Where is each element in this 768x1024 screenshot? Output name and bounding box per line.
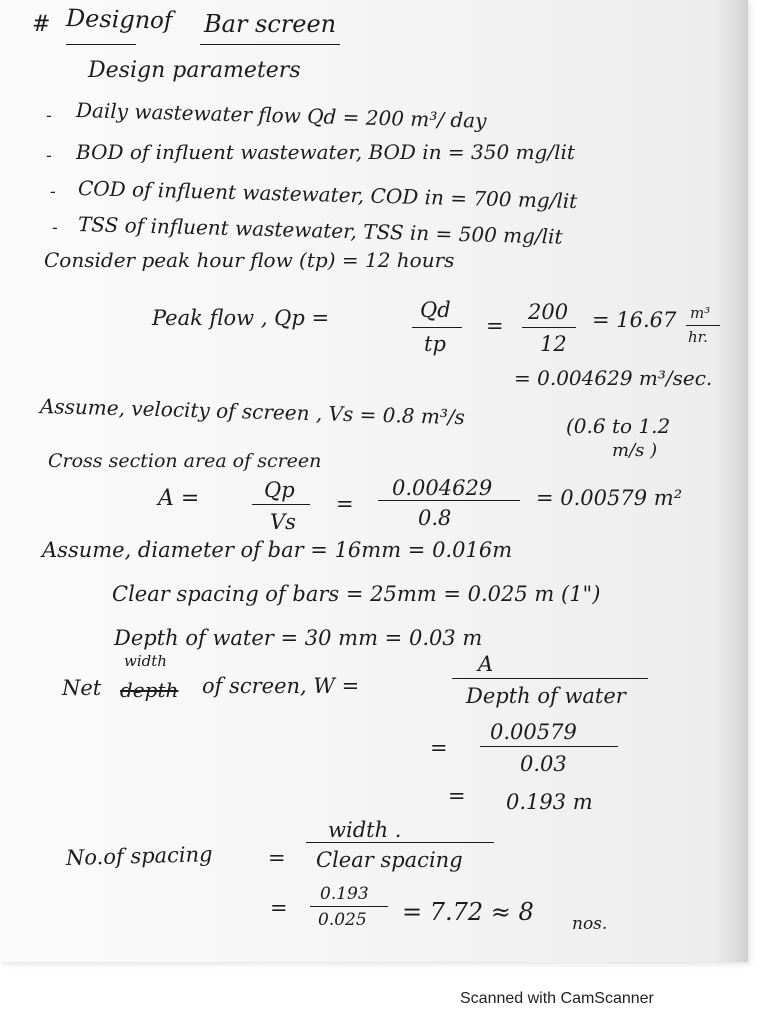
spacing-count-num-value: 0.193 xyxy=(320,884,369,904)
param-bullet-flow: - xyxy=(46,106,52,126)
net-width-label-net: Net xyxy=(62,676,102,700)
area-den-value: 0.8 xyxy=(418,506,452,530)
param-bullet-cod: - xyxy=(50,182,56,202)
spacing-count-eq-2: = xyxy=(270,896,288,920)
net-width-fraction-bar-2 xyxy=(480,746,618,747)
net-width-inserted-word: width xyxy=(124,652,167,670)
area-label: Cross section area of screen xyxy=(48,450,322,472)
spacing-count-unit: nos. xyxy=(572,914,608,934)
velocity-range-2: m/s ) xyxy=(612,440,658,461)
net-width-label-rest: of screen, W = xyxy=(202,674,360,698)
peak-flow-eq: = xyxy=(486,314,504,338)
title-word-of: of xyxy=(150,8,173,34)
net-width-eq-2: = xyxy=(430,736,448,760)
spacing-count-fraction-bar-1 xyxy=(306,842,494,843)
camscanner-watermark: Scanned with CamScanner xyxy=(460,990,654,1007)
bar-clear-spacing: Clear spacing of bars = 25mm = 0.025 m (1") xyxy=(112,582,601,606)
param-tss: TSS of influent wastewater, TSS in = 500 mg/lit xyxy=(77,212,563,249)
area-lhs: A = xyxy=(158,486,200,511)
spacing-count-eq: = xyxy=(268,846,286,870)
peak-flow-result: = 16.67 xyxy=(592,308,677,332)
title-hash: # xyxy=(32,12,51,37)
spacing-count-num: width . xyxy=(328,818,402,842)
peak-flow-fraction-bar-2 xyxy=(522,327,576,328)
title-underline-1 xyxy=(66,44,136,45)
peak-flow-result-sec: = 0.004629 m³/sec. xyxy=(514,366,713,390)
area-num-value: 0.004629 xyxy=(392,476,493,500)
title-underline-2 xyxy=(200,44,340,45)
net-width-num-a: A xyxy=(478,652,494,676)
net-width-den-depth: Depth of water xyxy=(466,684,626,708)
spacing-count-result: = 7.72 ≈ 8 xyxy=(402,898,534,926)
spacing-count-den: Clear spacing xyxy=(316,848,463,872)
param-bullet-bod: - xyxy=(46,146,52,166)
peak-flow-unit-num: m³ xyxy=(690,304,711,322)
peak-flow-den-tp: tp xyxy=(424,332,446,356)
area-fraction-bar-1 xyxy=(252,504,310,505)
spacing-count-fraction-bar-2 xyxy=(310,906,388,907)
net-width-eq-3: = xyxy=(448,784,466,808)
peak-flow-num-200: 200 xyxy=(528,300,569,324)
net-width-struck-word: depth xyxy=(120,678,179,702)
area-num-qp: Qp xyxy=(264,478,295,502)
area-eq: = xyxy=(336,492,354,516)
spacing-count-den-value: 0.025 xyxy=(318,910,367,930)
peak-flow-label: Peak flow , Qp = xyxy=(152,306,330,330)
peak-flow-den-12: 12 xyxy=(540,332,567,356)
peak-flow-unit-den: hr. xyxy=(688,328,708,346)
title-word-bar-screen: Bar screen xyxy=(204,10,337,38)
design-parameters-heading: Design parameters xyxy=(88,58,301,83)
peak-flow-fraction-bar-1 xyxy=(412,327,462,328)
peak-hour-flow: Consider peak hour flow (tp) = 12 hours xyxy=(44,248,455,272)
area-result: = 0.00579 m² xyxy=(536,486,683,510)
title-word-design: Design xyxy=(65,4,151,35)
peak-flow-num-qd: Qd xyxy=(420,298,451,322)
area-den-vs: Vs xyxy=(270,510,296,534)
net-width-den-value: 0.03 xyxy=(520,752,567,776)
param-cod: COD of influent wastewater, COD in = 700 mg/lit xyxy=(77,176,578,214)
param-bod: BOD of influent wastewater, BOD in = 350 mg/lit xyxy=(76,140,575,164)
velocity-range-1: (0.6 to 1.2 xyxy=(566,414,671,438)
spacing-count-label: No.of spacing xyxy=(65,842,213,870)
net-width-result: 0.193 m xyxy=(506,790,593,814)
net-width-fraction-bar-1 xyxy=(452,678,648,679)
bar-diameter: Assume, diameter of bar = 16mm = 0.016m xyxy=(42,538,513,562)
area-fraction-bar-2 xyxy=(378,500,520,501)
param-daily-flow: Daily wastewater flow Qd = 200 m³/ day xyxy=(75,98,487,133)
page-edge-shadow xyxy=(714,0,748,962)
velocity-assumption: Assume, velocity of screen , Vs = 0.8 m³/s xyxy=(39,394,466,430)
net-width-num-value: 0.00579 xyxy=(490,720,577,744)
water-depth: Depth of water = 30 mm = 0.03 m xyxy=(114,626,483,650)
param-bullet-tss: - xyxy=(52,218,58,238)
